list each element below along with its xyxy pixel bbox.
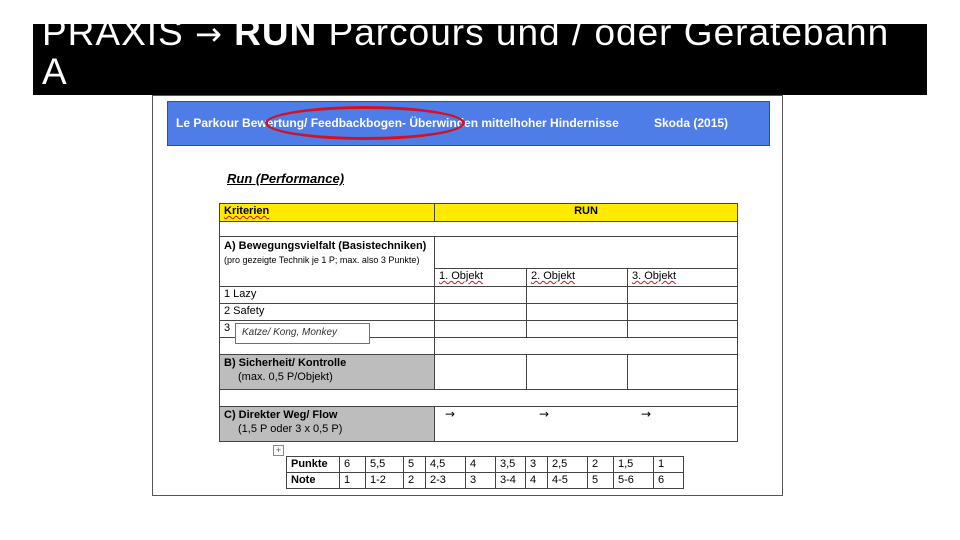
technique-note: Katze/ Kong, Monkey xyxy=(235,323,370,344)
punkte-value: 4,5 xyxy=(425,456,466,473)
spacer-row xyxy=(219,221,738,237)
note-value: 2-3 xyxy=(425,472,466,489)
slide-title xyxy=(42,14,922,90)
row-three: 3 xyxy=(219,320,435,338)
section-title: Run (Performance) xyxy=(227,171,345,186)
row-lazy: 1 Lazy xyxy=(219,286,435,304)
punkte-value: 3 xyxy=(525,456,548,473)
punkte-value: 1,5 xyxy=(613,456,654,473)
section-b-title: B) Sicherheit/ Kontrolle xyxy=(224,357,347,369)
section-c-sub: (1,5 P oder 3 x 0,5 P) xyxy=(238,423,343,435)
title-arrow-icon: → xyxy=(195,15,223,53)
section-a-sub: (pro gezeigte Technik je 1 P; max. also 3 Punkte) xyxy=(224,255,420,265)
row-three-o2 xyxy=(526,320,628,338)
col-run: RUN xyxy=(434,203,738,222)
header-title: Le Parkour Bewertung/ Feedbackbogen- Überwinden mittelhoher Hindernisse xyxy=(176,116,619,130)
title-bold: RUN xyxy=(234,12,318,53)
punkte-value: 3,5 xyxy=(495,456,526,473)
row-safety-o2 xyxy=(526,303,628,321)
note-value: 6 xyxy=(653,472,684,489)
flow-arrow-icon-1: → xyxy=(445,407,456,421)
section-a xyxy=(219,236,435,287)
objekt-1-header: 1. Objekt xyxy=(434,268,527,287)
note-value: 3 xyxy=(465,472,496,489)
row-empty-run xyxy=(434,337,738,355)
row-lazy-o2 xyxy=(526,286,628,304)
row-safety-o3 xyxy=(627,303,738,321)
row-safety: 2 Safety xyxy=(219,303,435,321)
section-b-o3 xyxy=(627,354,738,390)
row-lazy-o3 xyxy=(627,286,738,304)
title-prefix: PRAXIS xyxy=(42,12,184,53)
objekt-2-header: 2. Objekt xyxy=(526,268,628,287)
punkte-label: Punkte xyxy=(286,456,340,473)
row-lazy-o1 xyxy=(434,286,527,304)
section-c-title: C) Direkter Weg/ Flow xyxy=(224,409,338,421)
objekt-3-header: 3. Objekt xyxy=(627,268,738,287)
row-spacer-b xyxy=(219,389,738,407)
punkte-value: 5,5 xyxy=(365,456,404,473)
note-value: 5 xyxy=(587,472,614,489)
punkte-value: 6 xyxy=(339,456,366,473)
note-value: 4 xyxy=(525,472,548,489)
section-b-o1 xyxy=(434,354,527,390)
punkte-value: 2 xyxy=(587,456,614,473)
note-value: 1-2 xyxy=(365,472,404,489)
section-b xyxy=(219,354,435,390)
section-c xyxy=(219,406,435,442)
section-a-title: A) Bewegungsvielfalt (Basistechniken) xyxy=(224,240,427,252)
section-b-o2 xyxy=(526,354,628,390)
title-rest: Parcours und / oder Gerätebahn A xyxy=(42,12,890,92)
note-value: 1 xyxy=(339,472,366,489)
section-a-run xyxy=(434,236,738,269)
row-three-o3 xyxy=(627,320,738,338)
punkte-value: 4 xyxy=(465,456,496,473)
table-move-handle-icon: + xyxy=(273,445,284,456)
note-label: Note xyxy=(286,472,340,489)
punkte-value: 5 xyxy=(403,456,426,473)
flow-arrow-icon-2: → xyxy=(539,407,550,421)
note-value: 4-5 xyxy=(547,472,588,489)
section-b-sub: (max. 0,5 P/Objekt) xyxy=(238,371,333,383)
flow-arrow-icon-3: → xyxy=(641,407,652,421)
note-value: 5-6 xyxy=(613,472,654,489)
document-header xyxy=(167,101,770,146)
row-safety-o1 xyxy=(434,303,527,321)
document-image xyxy=(152,95,783,496)
note-value: 2 xyxy=(403,472,426,489)
row-three-o1 xyxy=(434,320,527,338)
note-value: 3-4 xyxy=(495,472,526,489)
col-kriterien: Kriterien xyxy=(219,203,435,222)
section-c-run xyxy=(434,406,738,442)
header-source: Skoda (2015) xyxy=(654,116,729,130)
punkte-value: 2,5 xyxy=(547,456,588,473)
punkte-value: 1 xyxy=(653,456,684,473)
highlight-oval xyxy=(265,106,465,140)
